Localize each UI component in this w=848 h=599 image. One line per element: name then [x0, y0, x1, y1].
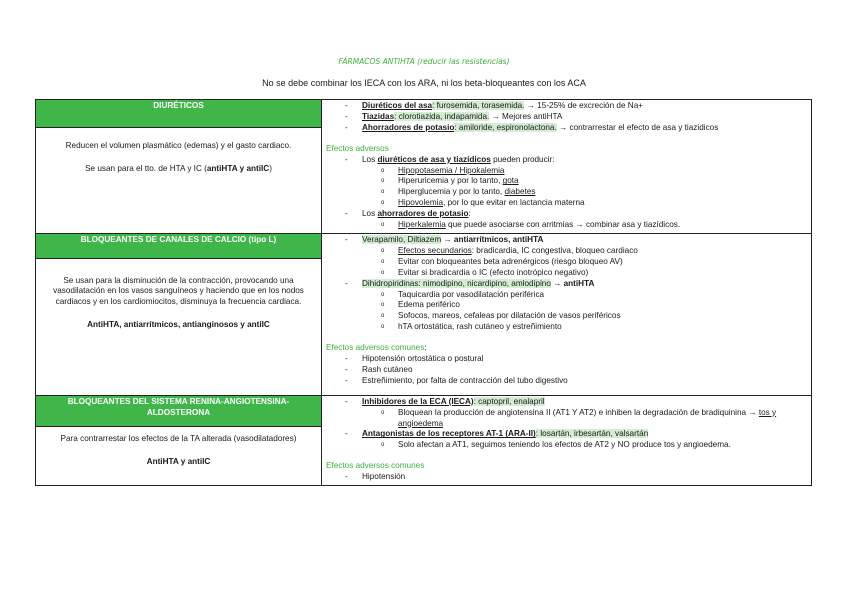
list-item: - Antagonistas de los receptores AT-1 (ARA-II): losartán, irbesartán, valsartán	[345, 429, 649, 439]
adverse-effects-title: Efectos adversos comunes:	[326, 343, 427, 353]
section-header-diureticos: DIURÉTICOS	[36, 100, 322, 128]
list-item: - Hipotensión ortostática o postural	[345, 354, 484, 364]
section-description-renina: Para contrarrestar los efectos de la TA alterada (vasodilatadores) AntiHTA y antiIC	[36, 427, 322, 486]
sub-list-item: o Taquicardia por vasodilatación periférica	[381, 289, 545, 299]
list-item: - Diuréticos del asa: furosemida, torasemida. → 15-25% de excreción de Na+	[345, 101, 644, 110]
list-item: - Tiazidas: clorotiazida, indapamida. → Mejores antiHTA	[345, 111, 563, 121]
sub-list-item: o Hiperglucemia y por lo tanto, diabetes	[381, 187, 536, 197]
section-description-diureticos: Reducen el volumen plasmático (edemas) y el gasto cardiaco. Se usan para el tto. de HTA y IC (antiHTA y antiIC)	[36, 128, 322, 234]
section-details-diureticos	[322, 100, 812, 234]
section-details-calcio	[322, 233, 812, 395]
sub-list-item: o Bloquean la producción de angiotensina II (AT1 Y AT2) e inhiben la degradación de bradiquinina → tos y angioedema	[381, 407, 777, 428]
document-subtitle: No se debe combinar los IECA con los ARA, ni los beta-bloqueantes con los ACA	[262, 78, 586, 88]
adverse-effects-title: Efectos adversos comunes	[326, 461, 425, 471]
list-item: - Inhibidores de la ECA (IECA): captopril, enalapril	[345, 396, 545, 406]
list-item: - Ahorradores de potasio: amiloride, espironolactona. → contrarrestar el efecto de asa y tiazidicos	[345, 122, 719, 132]
list-item: - Los diuréticos de asa y tiazídicos pueden producir:	[345, 154, 555, 164]
sub-list-item: o hTA ortostática, rash cutáneo y estreñimiento	[381, 322, 562, 332]
sub-list-item: o Evitar con bloqueantes beta adrenérgicos (riesgo bloqueo AV)	[381, 256, 623, 266]
sub-list-item: o Hipovolemia, por lo que evitar en lactancia materna	[381, 198, 585, 208]
sub-list-item: o Solo afectan a AT1, seguimos teniendo los efectos de AT2 y NO produce tos y angioedema.	[381, 440, 731, 450]
sub-list-item: o Hiperkalemia que puede asociarse con arritmias → combinar asa y tiazídicos.	[381, 220, 681, 230]
sub-list-item: o Edema periférico	[381, 300, 460, 310]
sub-list-item: o Hiperuricemia y por lo tanto, gota	[381, 176, 519, 186]
adverse-effects-title: Efectos adversos	[326, 143, 389, 153]
list-item: - Hipotensión	[345, 472, 406, 482]
sub-list-item: o Evitar si bradicardia o IC (efecto inotrópico negativo)	[381, 267, 589, 277]
list-item: - Verapamilo, Diltiazem → antiarrítmicos, antiHTA	[345, 234, 544, 244]
list-item: - Estreñimiento, por falta de contracción del tubo digestivo	[345, 375, 568, 385]
drug-table	[35, 99, 812, 486]
section-header-calcio: BLOQUEANTES DE CANALES DE CALCIO (tipo L)	[36, 233, 322, 258]
section-description-calcio: Se usan para la disminución de la contracción, provocando una vasodilatación en los vasos sanguíneos y haciendo que en los nodos cardiacos y en los cardiomiocitos, disminuya la frecuencia cardiaca. AntiHTA, antiarrítmicos, antianginosos y antiIC	[36, 258, 322, 395]
list-item: - Rash cutáneo	[345, 364, 413, 374]
sub-list-item: o Efectos secundarios: bradicardia, IC congestiva, bloqueo cardiaco	[381, 245, 638, 255]
sub-list-item: o Hipopotasemia / Hipokalemia	[381, 165, 505, 175]
section-header-renina: BLOQUEANTES DEL SISTEMA RENINA-ANGIOTENSINA-ALDOSTERONA	[36, 395, 322, 427]
sub-list-item: o Sofocos, mareos, cefaleas por dilatación de vasos periféricos	[381, 311, 621, 321]
section-details-renina	[322, 395, 812, 485]
list-item: - Dihidropiridinas: nimodipino, nicardipino, amlodipino → antiHTA	[345, 278, 595, 288]
document-title: FÁRMACOS ANTIHTA (reducir las resistencias)	[338, 57, 510, 66]
list-item: - Los ahorradores de potasio:	[345, 209, 471, 219]
